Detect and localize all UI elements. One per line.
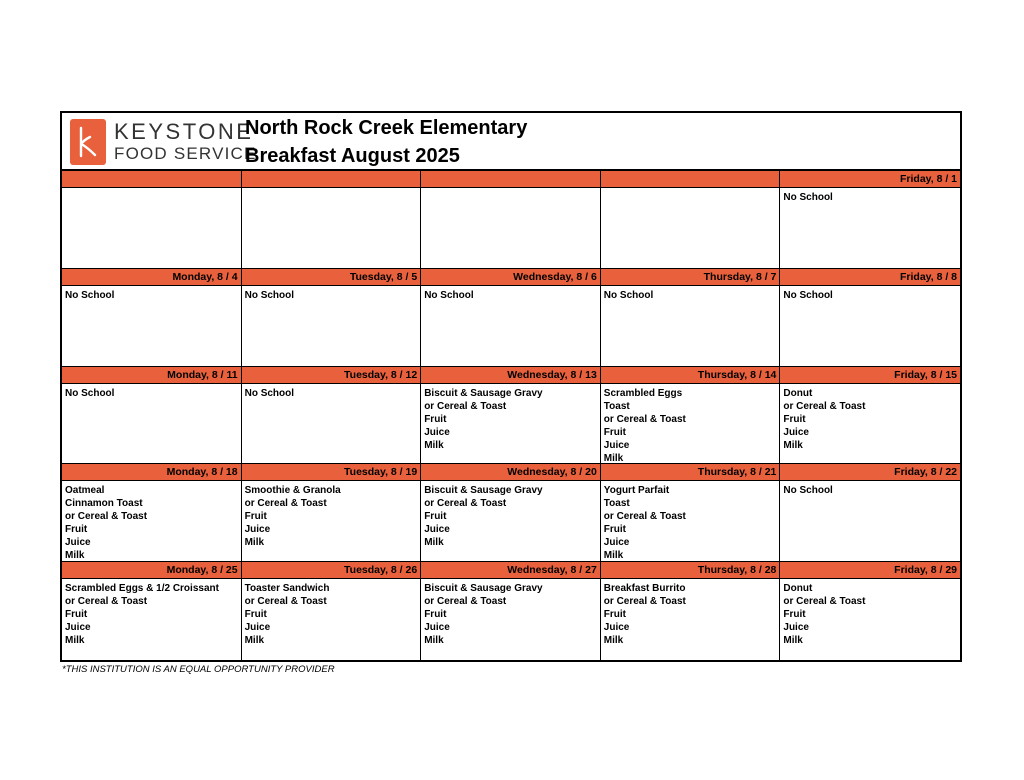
menu-title: Breakfast August 2025: [245, 145, 460, 167]
menu-item-list: [780, 579, 960, 647]
day-header: [601, 171, 780, 188]
day-header: [421, 171, 600, 188]
menu-item-list: [421, 286, 600, 302]
menu-item: Donut: [783, 387, 813, 399]
menu-item-list: [780, 481, 960, 497]
day-header: [62, 171, 241, 188]
day-cell: [601, 562, 781, 660]
menu-item-list: [62, 188, 241, 191]
logo-wordmark-line2: FOOD SERVICE: [114, 144, 257, 163]
day-cell: [601, 171, 781, 269]
day-cell: [242, 562, 422, 660]
menu-item: Milk: [603, 550, 624, 562]
menu-item: Juice: [244, 524, 271, 536]
menu-item-list: [780, 384, 960, 452]
day-header: [242, 171, 421, 188]
menu-item-list: [242, 579, 421, 647]
menu-item-list: [421, 481, 600, 549]
keystone-logo: [70, 119, 257, 165]
logo-wordmark-line1: KEYSTONE: [114, 119, 254, 144]
menu-item: or Cereal & Toast: [603, 511, 686, 523]
menu-item: or Cereal & Toast: [603, 596, 686, 608]
menu-item-list: [421, 384, 600, 452]
menu-item: Milk: [424, 439, 444, 451]
menu-item: Fruit: [424, 413, 447, 425]
menu-item: Fruit: [65, 524, 88, 536]
day-header: Monday, 8 / 4: [62, 269, 241, 286]
menu-item: or Cereal & Toast: [603, 413, 686, 425]
day-cell: [62, 171, 242, 269]
menu-item: Juice: [603, 537, 630, 549]
menu-item-list: [421, 579, 600, 647]
menu-item-list: [601, 384, 780, 465]
day-cell: [780, 464, 960, 562]
day-header: Friday, 8 / 29: [780, 562, 960, 579]
day-header: Wednesday, 8 / 6: [421, 269, 600, 286]
menu-item: Juice: [424, 524, 450, 536]
menu-item-list: [62, 286, 241, 302]
menu-item: Juice: [424, 622, 450, 634]
menu-calendar: [60, 111, 962, 662]
day-cell: [62, 562, 242, 660]
menu-item: Milk: [424, 635, 444, 647]
keystone-k-icon: [70, 119, 106, 165]
day-header: Friday, 8 / 22: [780, 464, 960, 481]
menu-item: Toast: [603, 498, 630, 510]
day-header: Wednesday, 8 / 20: [421, 464, 600, 481]
day-cell: [601, 269, 781, 367]
menu-item: Milk: [244, 635, 265, 647]
day-header: Wednesday, 8 / 27: [421, 562, 600, 579]
day-cell: [780, 562, 960, 660]
day-cell: [242, 464, 422, 562]
menu-item: No School: [783, 289, 833, 301]
day-cell: [421, 269, 601, 367]
menu-item: Juice: [603, 439, 630, 451]
day-cell: [62, 367, 242, 465]
menu-item-list: [242, 286, 421, 302]
menu-item: No School: [244, 387, 295, 399]
menu-item: Milk: [244, 537, 265, 549]
menu-item-list: [242, 384, 421, 400]
menu-item-list: [62, 579, 241, 647]
menu-item-list: [780, 188, 960, 204]
menu-item: No School: [244, 289, 295, 301]
menu-item: No School: [65, 289, 115, 301]
day-cell: [421, 367, 601, 465]
day-cell: [601, 367, 781, 465]
day-cell: [421, 171, 601, 269]
day-header: Monday, 8 / 18: [62, 464, 241, 481]
day-cell: [780, 269, 960, 367]
menu-item: No School: [65, 387, 115, 399]
menu-item: Fruit: [783, 413, 806, 425]
calendar-grid: [62, 171, 960, 660]
menu-item: Biscuit & Sausage Gravy: [424, 583, 543, 595]
day-header: Monday, 8 / 11: [62, 367, 241, 384]
menu-item-list: [421, 188, 600, 191]
menu-item: Scrambled Eggs: [603, 387, 683, 399]
day-header: Tuesday, 8 / 26: [242, 562, 421, 579]
day-cell: [421, 464, 601, 562]
school-name: North Rock Creek Elementary: [245, 117, 528, 139]
day-header: Monday, 8 / 25: [62, 562, 241, 579]
menu-item: No School: [783, 485, 833, 497]
menu-item: or Cereal & Toast: [65, 596, 148, 608]
menu-item: or Cereal & Toast: [783, 400, 866, 412]
day-header: Friday, 8 / 1: [780, 171, 960, 188]
menu-item: No School: [603, 289, 654, 301]
day-cell: [780, 171, 960, 269]
menu-item: Juice: [603, 622, 630, 634]
menu-item: Toaster Sandwich: [244, 583, 330, 595]
menu-item: Juice: [424, 426, 450, 438]
menu-item: Fruit: [603, 609, 627, 621]
menu-item: Juice: [65, 622, 91, 634]
menu-item: or Cereal & Toast: [424, 400, 507, 412]
menu-item: Smoothie & Granola: [244, 485, 341, 497]
menu-item: Milk: [783, 635, 803, 647]
menu-item: Juice: [244, 622, 271, 634]
menu-item: Milk: [603, 452, 624, 464]
day-header: Tuesday, 8 / 19: [242, 464, 421, 481]
day-header: Thursday, 8 / 28: [601, 562, 780, 579]
day-header: Wednesday, 8 / 13: [421, 367, 600, 384]
menu-item: Milk: [424, 537, 444, 549]
day-header: Friday, 8 / 15: [780, 367, 960, 384]
menu-item: Yogurt Parfait: [603, 485, 670, 497]
menu-item: Juice: [783, 426, 809, 438]
day-cell: [421, 562, 601, 660]
menu-item: Fruit: [65, 609, 88, 621]
menu-item: Fruit: [783, 609, 806, 621]
menu-item-list: [242, 481, 421, 549]
menu-item-list: [601, 579, 780, 647]
menu-item: or Cereal & Toast: [65, 511, 148, 523]
menu-item: Oatmeal: [65, 485, 105, 497]
menu-item: No School: [424, 289, 474, 301]
day-cell: [62, 464, 242, 562]
menu-item: Toast: [603, 400, 630, 412]
menu-item: or Cereal & Toast: [244, 596, 327, 608]
menu-item: Fruit: [244, 511, 267, 523]
menu-item-list: [601, 481, 780, 562]
menu-item-list: [242, 188, 421, 191]
day-header: Friday, 8 / 8: [780, 269, 960, 286]
day-header: Thursday, 8 / 21: [601, 464, 780, 481]
day-cell: [780, 367, 960, 465]
day-cell: [242, 367, 422, 465]
day-cell: [601, 464, 781, 562]
menu-item: Fruit: [603, 426, 627, 438]
menu-item: Fruit: [424, 511, 447, 523]
menu-item: or Cereal & Toast: [424, 498, 507, 510]
menu-item: Fruit: [603, 524, 627, 536]
day-cell: [62, 269, 242, 367]
menu-item: Milk: [65, 550, 85, 562]
menu-item: Juice: [783, 622, 809, 634]
menu-item: or Cereal & Toast: [783, 596, 866, 608]
menu-item: or Cereal & Toast: [424, 596, 507, 608]
day-cell: [242, 269, 422, 367]
menu-item-list: [601, 188, 780, 191]
menu-item: No School: [783, 192, 833, 203]
menu-header: [62, 113, 960, 171]
menu-item: Scrambled Eggs & 1/2 Croissant: [65, 583, 219, 595]
day-header: Tuesday, 8 / 12: [242, 367, 421, 384]
menu-item-list: [780, 286, 960, 302]
menu-item: Milk: [603, 635, 624, 647]
menu-item-list: [62, 481, 241, 562]
menu-item: Biscuit & Sausage Gravy: [424, 485, 543, 497]
menu-item: Milk: [783, 439, 803, 451]
menu-item-list: [601, 286, 780, 302]
menu-item: Fruit: [244, 609, 267, 621]
equal-opportunity-note: *THIS INSTITUTION IS AN EQUAL OPPORTUNITY PROVIDER: [62, 664, 335, 675]
menu-item: or Cereal & Toast: [244, 498, 327, 510]
day-header: Tuesday, 8 / 5: [242, 269, 421, 286]
menu-item-list: [62, 384, 241, 400]
menu-item: Breakfast Burrito: [603, 583, 686, 595]
menu-item: Biscuit & Sausage Gravy: [424, 387, 543, 399]
menu-item: Juice: [65, 537, 91, 549]
day-header: Thursday, 8 / 14: [601, 367, 780, 384]
menu-item: Donut: [783, 583, 813, 595]
menu-item: Milk: [65, 635, 85, 647]
day-cell: [242, 171, 422, 269]
menu-item: Fruit: [424, 609, 447, 621]
day-header: Thursday, 8 / 7: [601, 269, 780, 286]
menu-item: Cinnamon Toast: [65, 498, 143, 510]
